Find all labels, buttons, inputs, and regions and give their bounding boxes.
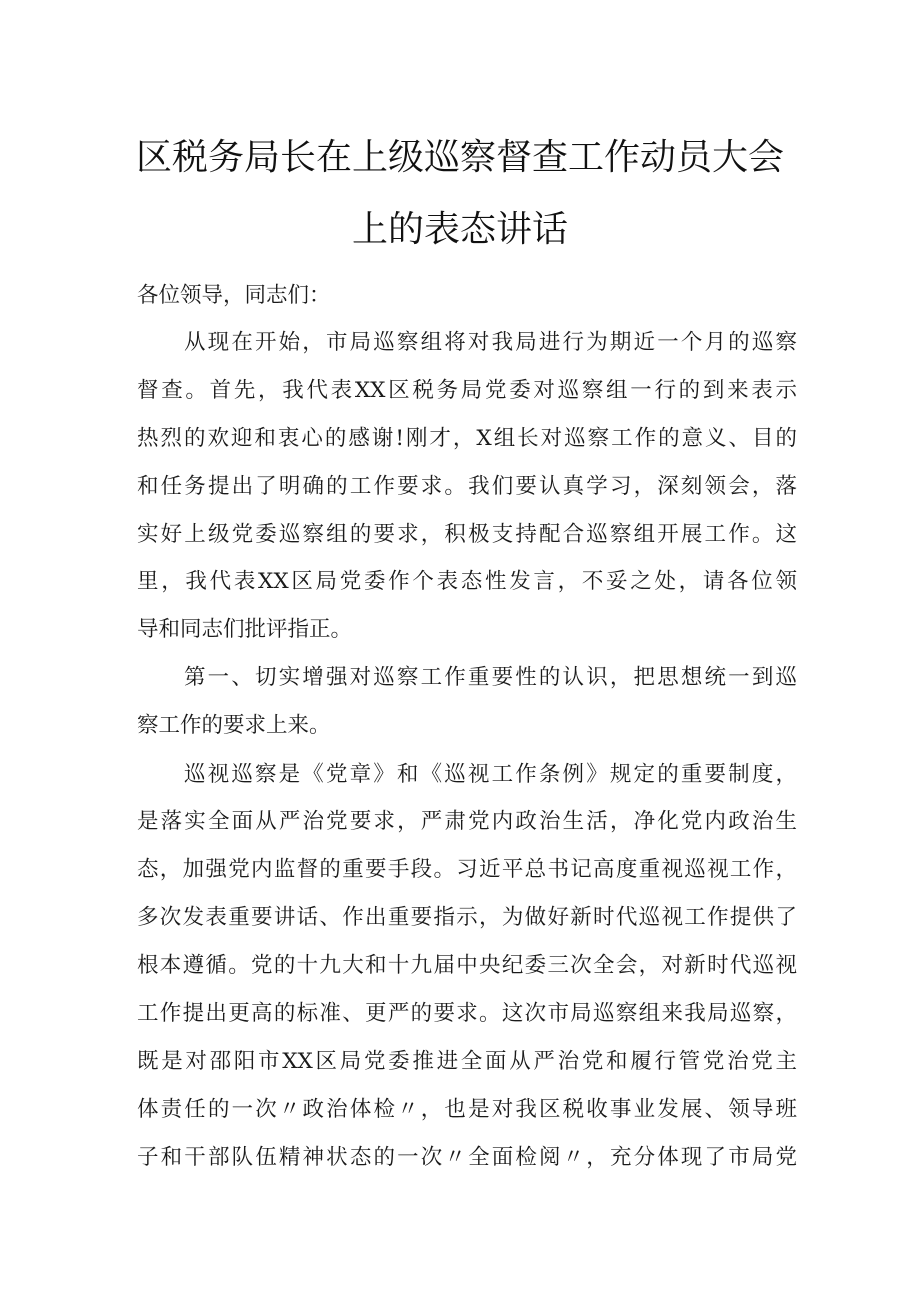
paragraph-1-line: 督查。首先，我代表XX区税务局党委对巡察组一行的到来表示 [137,378,797,403]
paragraph-3-line: 既是对邵阳市XX区局党委推进全面从严治党和履行管党治党主 [137,1049,797,1074]
paragraph-3-line: 子和干部队伍精神状态的一次〃全面检阅〃，充分体现了市局党 [137,1145,797,1170]
paragraph-3-line: 巡视巡察是《党章》和《巡视工作条例》规定的重要制度， [184,762,797,787]
salutation: 各位领导，同志们： [137,283,331,308]
paragraph-1-line: 从现在开始，市局巡察组将对我局进行为期近一个月的巡察 [184,330,797,355]
paragraph-3-line: 是落实全面从严治党要求，严肃党内政治生活，净化党内政治生 [137,809,797,834]
paragraph-1-line: 热烈的欢迎和衷心的感谢!刚才，X组长对巡察工作的意义、目的 [137,426,797,451]
paragraph-3-line: 态，加强党内监督的重要手段。习近平总书记高度重视巡视工作， [137,857,797,882]
paragraph-3-line: 体责任的一次〃政治体检〃，也是对我区税收事业发展、领导班 [137,1097,797,1122]
paragraph-1-line: 导和同志们批评指正。 [137,617,353,642]
paragraph-3-line: 工作提出更高的标准、更严的要求。这次市局巡察组来我局巡察， [137,1001,797,1026]
document-title-line-1: 区税务局长在上级巡察督查工作动员大会 [135,137,784,178]
paragraph-3-line: 多次发表重要讲话、作出重要指示，为做好新时代巡视工作提供了 [137,905,797,930]
paragraph-3-line: 根本遵循。党的十九大和十九届中央纪委三次全会，对新时代巡视 [137,953,797,978]
paragraph-1-line: 和任务提出了明确的工作要求。我们要认真学习，深刻领会，落 [137,474,797,499]
paragraph-1-line: 实好上级党委巡察组的要求，积极支持配合巡察组开展工作。这 [137,522,797,547]
paragraph-2-line: 察工作的要求上来。 [137,713,331,738]
document-title-line-2: 上的表态讲话 [351,209,568,250]
paragraph-1-line: 里，我代表XX区局党委作个表态性发言，不妥之处，请各位领 [137,569,797,594]
paragraph-2-line: 第一、切实增强对巡察工作重要性的认识，把思想统一到巡 [184,665,797,690]
